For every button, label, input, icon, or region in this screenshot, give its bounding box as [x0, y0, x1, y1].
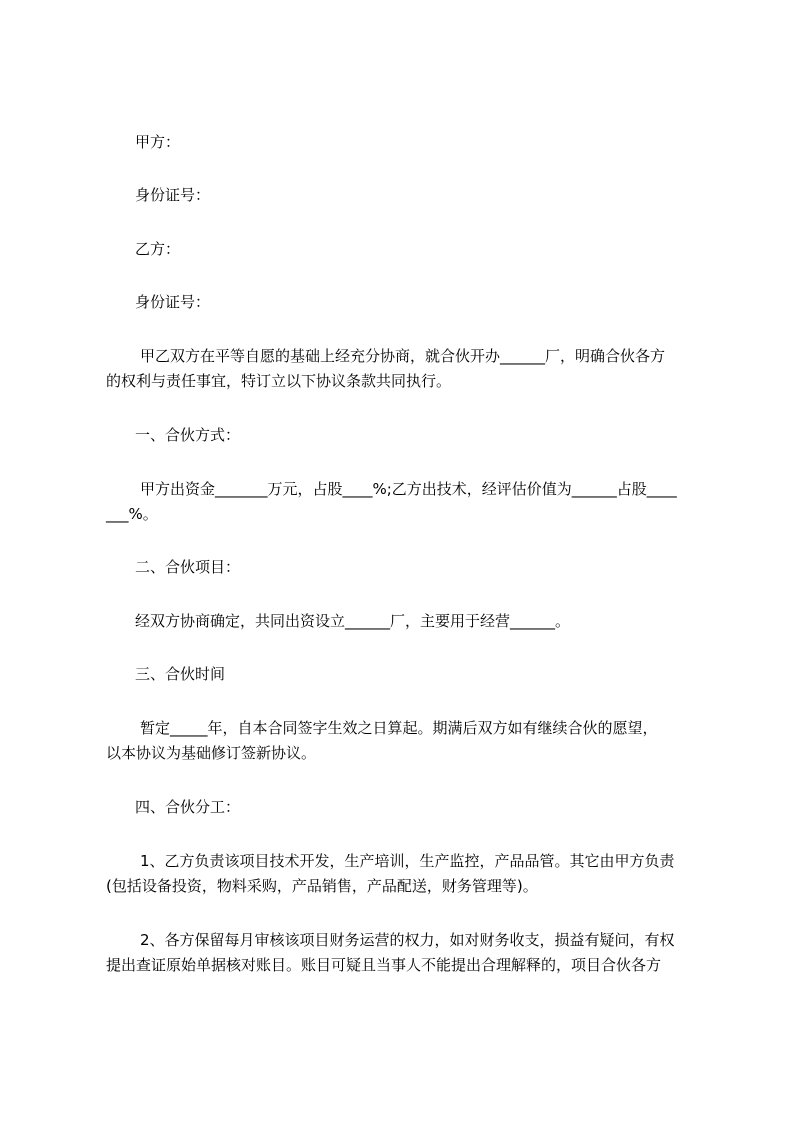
section-1-line-2: ___%。 — [106, 505, 158, 523]
party-b-id-label: 身份证号： — [135, 293, 211, 311]
section-3-line-2: 以本协议为基础修订签新协议。 — [106, 744, 317, 762]
section-1-heading: 一、合伙方式： — [135, 426, 241, 444]
section-4-item-1-line-2: (包括设备投资，物料采购，产品销售，产品配送，财务管理等)。 — [106, 877, 538, 895]
section-3-heading: 三、合伙时间 — [135, 665, 226, 683]
section-2-line-1: 经双方协商确定，共同出资设立______厂，主要用于经营______。 — [135, 612, 571, 630]
section-4-item-1-line-1: 1、乙方负责该项目技术开发，生产培训，生产监控，产品品管。其它由甲方负责 — [140, 852, 675, 870]
section-2-heading: 二、合伙项目： — [135, 558, 241, 576]
party-b-label: 乙方： — [135, 240, 181, 258]
intro-line-1: 甲乙双方在平等自愿的基础上经充分协商，就合伙开办______厂，明确合伙各方 — [140, 347, 666, 365]
party-a-id-label: 身份证号： — [135, 186, 211, 204]
section-4-heading: 四、合伙分工： — [135, 798, 241, 816]
section-1-line-1: 甲方出资金_______万元，占股____%;乙方出技术，经评估价值为______占股____ — [140, 480, 677, 498]
section-3-line-1: 暂定_____年，自本合同签字生效之日算起。期满后双方如有继续合伙的愿望， — [140, 719, 658, 737]
section-4-item-2-line-1: 2、各方保留每月审核该项目财务运营的权力，如对财务收支，损益有疑问，有权 — [140, 931, 675, 949]
party-a-label: 甲方： — [135, 133, 181, 151]
intro-line-2: 的权利与责任事宜，特订立以下协议条款共同执行。 — [106, 372, 452, 390]
section-4-item-2-line-2: 提出查证原始单据核对账目。账目可疑且当事人不能提出合理解释的，项目合伙各方 — [106, 956, 662, 974]
